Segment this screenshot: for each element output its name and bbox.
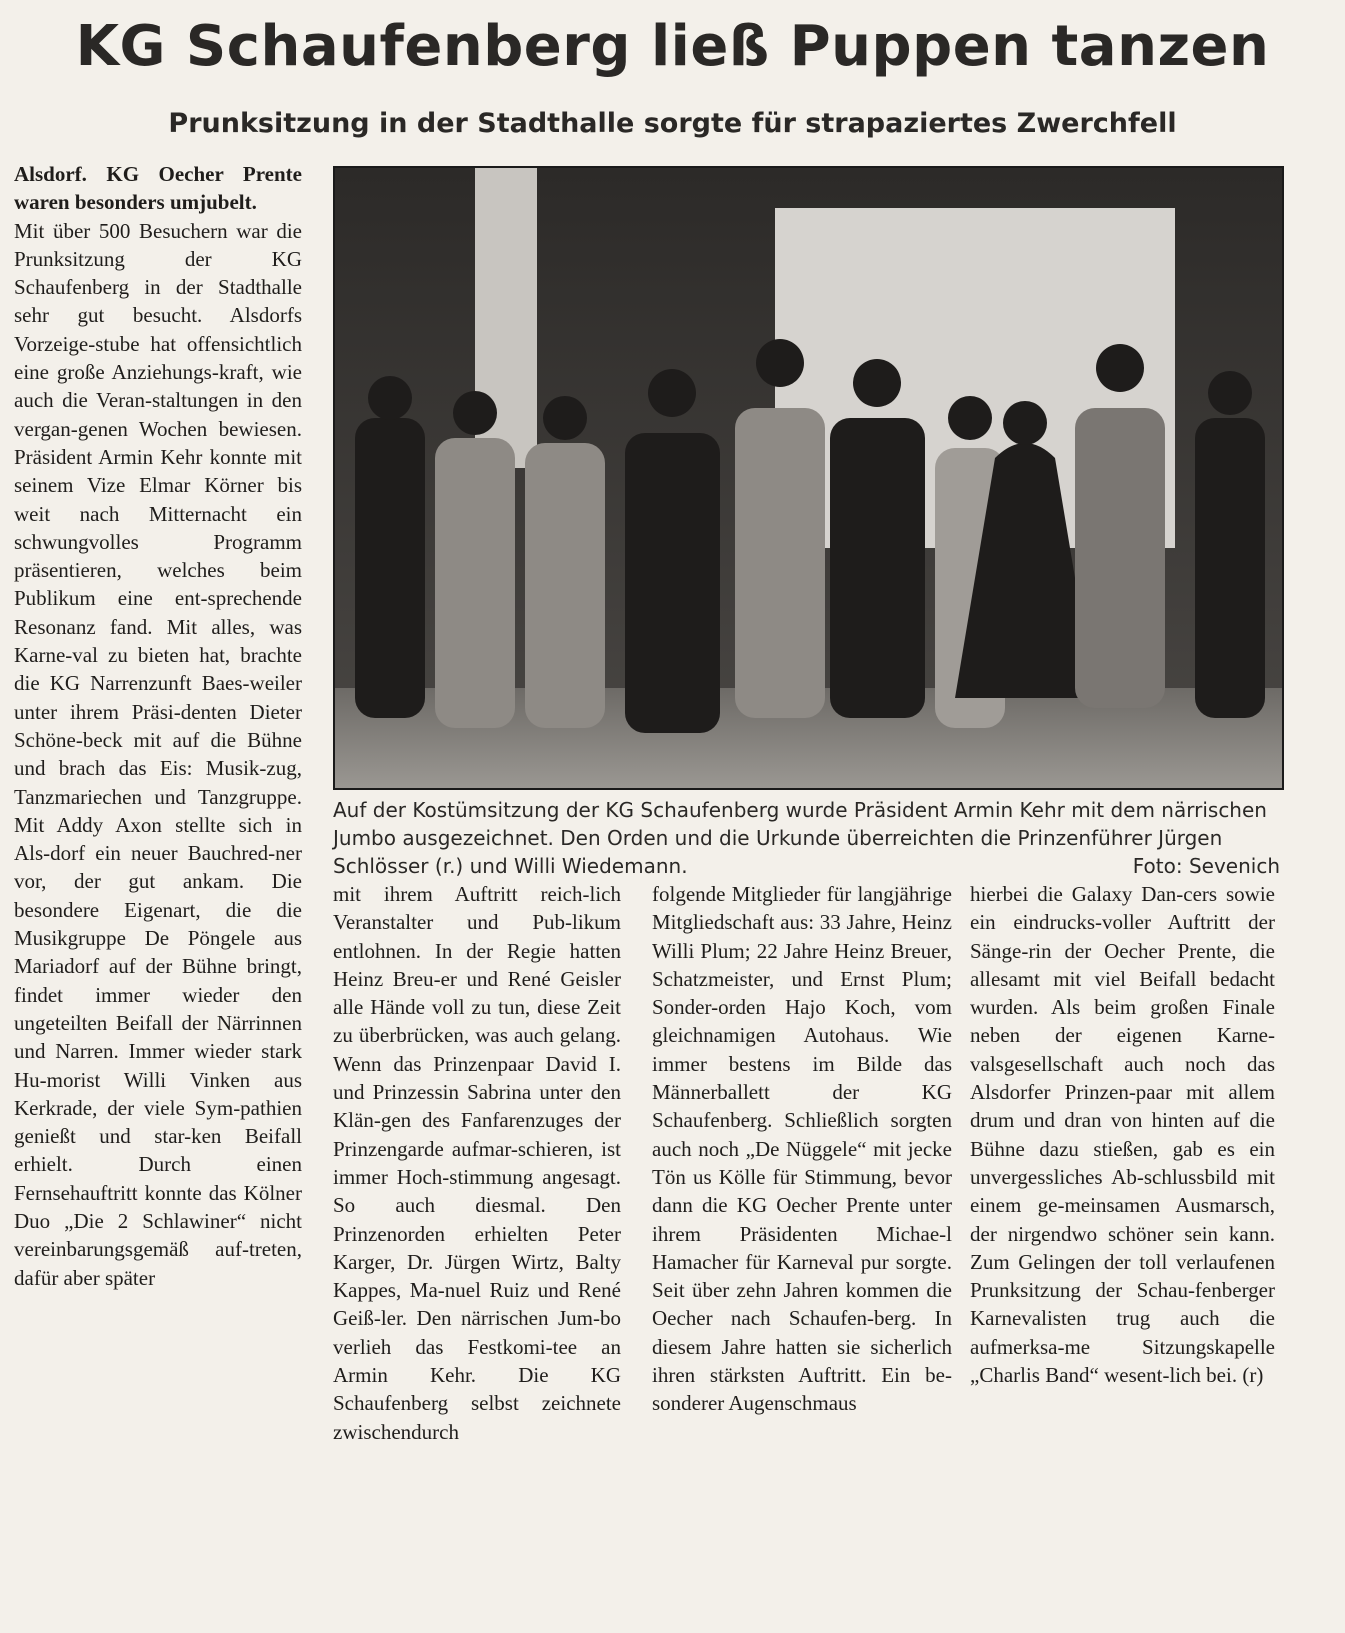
column-3-text: folgende Mitglieder für langjährige Mitgliedschaft aus: 33 Jahre, Heinz Willi Plum; 22 Jahre Heinz Breuer, Schatzmeister, und Ernst Plum; Sonder-orden Hajo Koch, vom gleichnamigen Autohaus. Wie immer bestens im Bilde das Männerballett der KG Schaufenberg. Schließlich sorgten auch noch „De Nüggele“ mit jecke Tön us Kölle für Stimmung, bevor dann die KG Oecher Prente unter ihrem Präsidenten Michae-l Hamacher für Karneval pur sorgte. Seit über zehn Jahren kommen die Oecher nach Schaufen-berg. In diesem Jahre hatten sie sicherlich ihren stärksten Auftritt. Ein be-sonderer Augenschmaus: [652, 882, 952, 1416]
column-2: [333, 880, 621, 1446]
carnival-photo: [333, 166, 1284, 790]
headline: KG Schaufenberg ließ Puppen tanzen: [75, 14, 1270, 79]
lead-text: Alsdorf. KG Oecher Prente waren besonders umjubelt.: [14, 162, 302, 215]
column-4: [970, 880, 1275, 1389]
photo-credit: Foto: Sevenich: [1132, 854, 1280, 878]
column-2-text: mit ihrem Auftritt reich-lich Veranstalter und Pub-likum entlohnen. In der Regie hatten Heinz Breu-er und René Geisler alle Hände voll zu tun, diese Zeit zu überbrücken, was auch gelang. Wenn das Prinzenpaar David I. und Prinzessin Sabrina unter den Klän-gen des Fanfarenzuges der Prinzengarde aufmar-schieren, ist immer Hoch-stimmung angesagt. So auch diesmal. Den Prinzenorden erhielten Peter Karger, Dr. Jürgen Wirtz, Balty Kappes, Ma-nuel Ruiz und René Geiß-ler. Den närrischen Jum-bo verlieh das Festkomi-tee an Armin Kehr. Die KG Schaufenberg selbst zeichnete zwischendurch: [333, 882, 621, 1444]
column-1-text: Mit über 500 Besuchern war die Prunksitzung der KG Schaufenberg in der Stadthalle sehr gut besucht. Alsdorfs Vorzeige-stube hat offensichtlich eine große Anziehungs-kraft, wie auch die Veran-staltungen in den vergan-genen Wochen bewiesen. Präsident Armin Kehr konnte mit seinem Vize Elmar Körner bis weit nach Mitternacht ein schwungvolles Programm präsentieren, welches beim Publikum eine ent-sprechende Resonanz fand. Mit alles, was Karne-val zu bieten hat, brachte die KG Narrenzunft Baes-weiler unter ihrem Präsi-denten Dieter Schöne-beck mit auf die Bühne und brach das Eis: Musik-zug, Tanzmariechen und Tanzgruppe. Mit Addy Axon stellte sich in Als-dorf ein neuer Bauchred-ner vor, der gut ankam. Die besondere Eigenart, die die Musikgruppe De Pöngele aus Mariadorf auf der Bühne bringt, findet immer wieder den ungeteilten Beifall der Närrinnen und Narren. Immer wieder stark Hu-morist Willi Vinken aus Kerkrade, der viele Sym-pathien genießt und star-ken Beifall erhielt. Durch einen Fernsehauftritt konnte das Kölner Duo „Die 2 Schlawiner“ nicht vereinbarungsgemäß auf-treten, dafür aber später: [14, 218, 302, 1290]
column-1: [14, 160, 302, 1292]
photo-caption: [333, 796, 1280, 880]
column-4-text: hierbei die Galaxy Dan-cers sowie ein eindrucks-voller Auftritt der Sänge-rin der Oecher Prente, die allesamt mit viel Beifall bedacht wurden. Als beim großen Finale neben der eigenen Karne-valsgesellschaft auch noch das Alsdorfer Prinzen-paar mit allem drum und dran von hinten auf die Bühne dazu stießen, gab es ein unvergessliches Ab-schlussbild mit einem ge-meinsamen Ausmarsch, der nirgendwo schöner sein kann. Zum Gelingen der toll verlaufenen Prunksitzung der Schau-fenberger Karnevalisten trug auch die aufmerksa-me Sitzungskapelle „Charlis Band“ wesent-lich bei. (r): [970, 882, 1275, 1388]
subheadline: Prunksitzung in der Stadthalle sorgte für strapaziertes Zwerchfell: [168, 108, 1177, 139]
column-3: [652, 880, 952, 1418]
caption-text: Auf der Kostümsitzung der KG Schaufenberg wurde Präsident Armin Kehr mit dem närrischen Jumbo ausgezeichnet. Den Orden und die Urkunde überreichten die Prinzenführer Jürgen Schlösser (r.) und Willi Wiedemann.: [333, 798, 1267, 878]
photo-illustration: [335, 168, 1282, 788]
